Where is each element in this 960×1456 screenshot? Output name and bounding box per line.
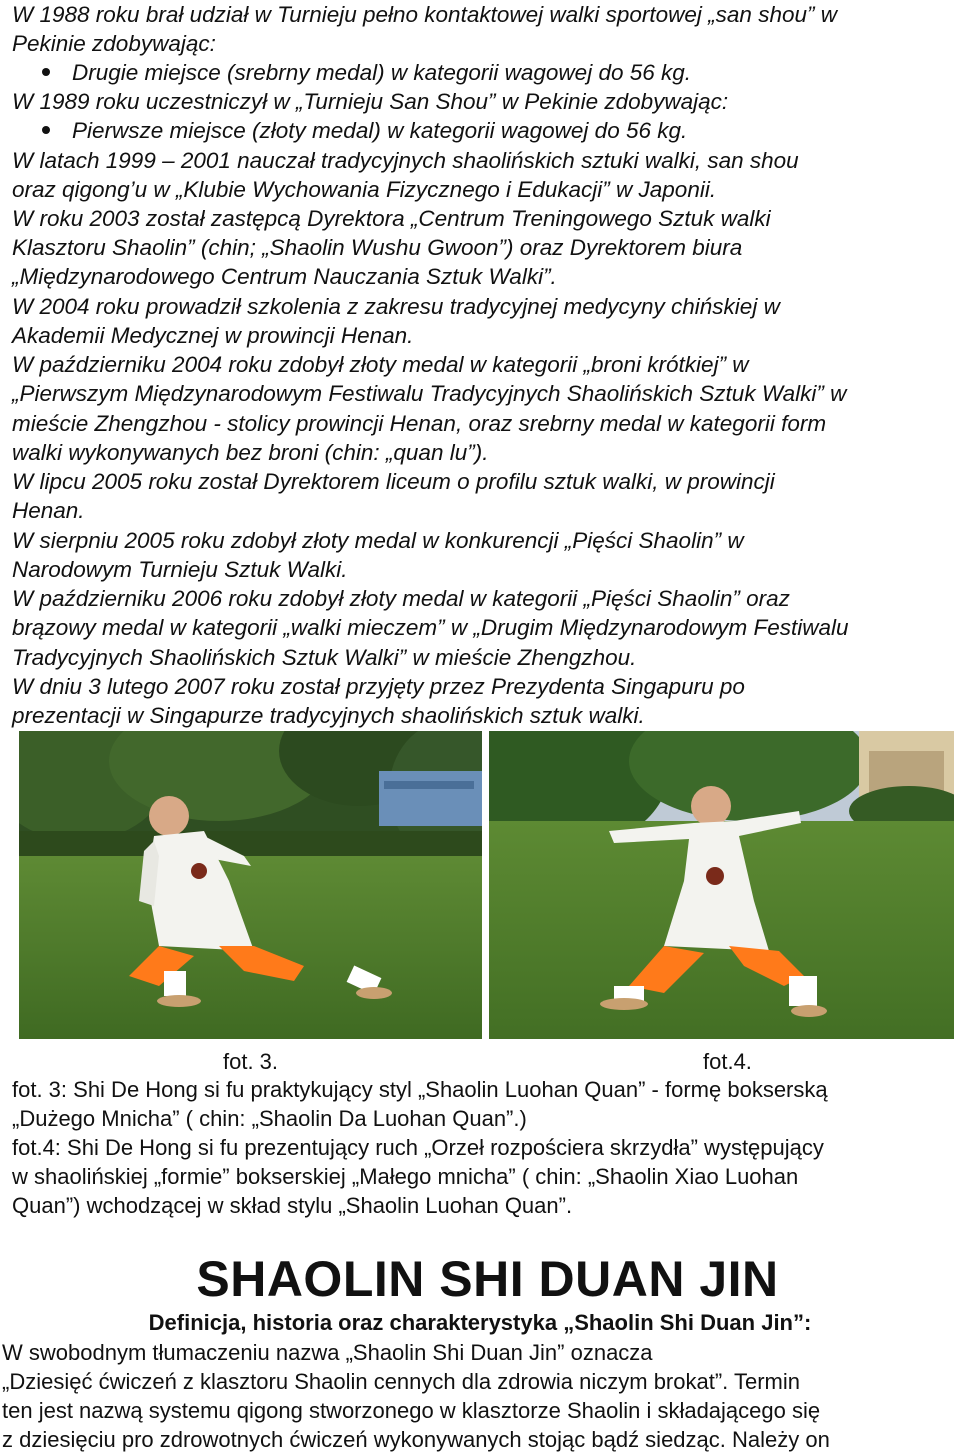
- text-line: oraz qigong’u w „Klubie Wychowania Fizycznego i Edukacji” w Japonii.: [12, 177, 717, 202]
- caption-line: fot.4: Shi De Hong si fu prezentujący ruch „Orzeł rozpościera skrzydła” występujący: [12, 1135, 824, 1160]
- text-line: W sierpniu 2005 roku zdobył złoty medal w konkurencji „Pięści Shaolin” w: [12, 528, 744, 553]
- text-line: mieście Zhengzhou - stolicy prowincji Henan, oraz srebrny medal w kategorii form: [12, 411, 827, 436]
- section-title: SHAOLIN SHI DUAN JIN: [196, 1251, 779, 1307]
- bullet-text: Drugie miejsce (srebrny medal) w kategorii wagowej do 56 kg.: [72, 60, 692, 85]
- body-line: z dziesięciu pro zdrowotnych ćwiczeń wykonywanych stojąc bądź siedząc. Należy on: [2, 1427, 830, 1452]
- body-line: ten jest nazwą systemu qigong stworzonego w klasztorze Shaolin i składającego się: [2, 1398, 821, 1423]
- text-line: W dniu 3 lutego 2007 roku został przyjęty przez Prezydenta Singapuru po: [12, 674, 745, 699]
- photo-fot4-image: [489, 731, 954, 1039]
- text-line: W 1988 roku brał udział w Turnieju pełno kontaktowej walki sportowej „san shou” w: [12, 2, 837, 27]
- caption-line: w shaolińskiej „formie” bokserskiej „Małego mnicha” ( chin: „Shaolin Xiao Luohan: [12, 1164, 799, 1189]
- text-line: W latach 1999 – 2001 nauczał tradycyjnych shaolińskich sztuki walki, san shou: [12, 148, 799, 173]
- bullet-item: [42, 116, 687, 145]
- text-line: walki wykonywanych bez broni (chin: „quan lu”).: [12, 440, 489, 465]
- text-line: Klasztoru Shaolin” (chin; „Shaolin Wushu Gwoon”) oraz Dyrektorem biura: [12, 235, 743, 260]
- photo-fot4: [489, 731, 954, 1039]
- body-line: W swobodnym tłumaczeniu nazwa „Shaolin Shi Duan Jin” oznacza: [2, 1340, 653, 1365]
- caption-line: fot. 3: Shi De Hong si fu praktykujący styl „Shaolin Luohan Quan” - formę bokserską: [12, 1077, 828, 1102]
- text-line: W październiku 2004 roku zdobył złoty medal w kategorii „broni krótkiej” w: [12, 352, 749, 377]
- section-subtitle: Definicja, historia oraz charakterystyka „Shaolin Shi Duan Jin”:: [148, 1310, 812, 1335]
- photo-label-fot4: fot.4.: [703, 1049, 752, 1074]
- text-line: Pekinie zdobywając:: [12, 31, 216, 56]
- bullet-icon: [42, 126, 50, 134]
- text-line: Tradycyjnych Shaolińskich Sztuk Walki” w mieście Zhengzhou.: [12, 645, 637, 670]
- text-line: W 2004 roku prowadził szkolenia z zakresu tradycyjnej medycyny chińskiej w: [12, 294, 780, 319]
- caption-line: Quan”) wchodzącej w skład stylu „Shaolin Luohan Quan”.: [12, 1193, 573, 1218]
- text-line: „Międzynarodowego Centrum Nauczania Sztuk Walki”.: [12, 264, 557, 289]
- bullet-icon: [42, 68, 50, 76]
- text-line: Henan.: [12, 498, 85, 523]
- body-line: „Dziesięć ćwiczeń z klasztoru Shaolin cennych dla zdrowia niczym brokat”. Termin: [2, 1369, 801, 1394]
- text-line: prezentacji w Singapurze tradycyjnych shaolińskich sztuk walki.: [12, 703, 645, 728]
- text-line: W lipcu 2005 roku został Dyrektorem liceum o profilu sztuk walki, w prowincji: [12, 469, 775, 494]
- photo-label-fot3: fot. 3.: [223, 1049, 279, 1074]
- text-line: W październiku 2006 roku zdobył złoty medal w kategorii „Pięści Shaolin” oraz: [12, 586, 790, 611]
- bullet-text: Pierwsze miejsce (złoty medal) w kategorii wagowej do 56 kg.: [72, 118, 688, 143]
- photo-fot3-image: [19, 731, 482, 1039]
- text-line: W roku 2003 został zastępcą Dyrektora „Centrum Treningowego Sztuk walki: [12, 206, 771, 231]
- photo-fot3: [19, 731, 482, 1039]
- caption-line: „Dużego Mnicha” ( chin: „Shaolin Da Luohan Quan”.): [12, 1106, 527, 1131]
- text-line: Narodowym Turnieju Sztuk Walki.: [12, 557, 348, 582]
- text-line: W 1989 roku uczestniczył w „Turnieju San Shou” w Pekinie zdobywając:: [12, 89, 729, 114]
- text-line: „Pierwszym Międzynarodowym Festiwalu Tradycyjnych Shaolińskich Sztuk Walki” w: [12, 381, 847, 406]
- text-line: brązowy medal w kategorii „walki mieczem” w „Drugim Międzynarodowym Festiwalu: [12, 615, 849, 640]
- bullet-item: [42, 58, 691, 87]
- text-line: Akademii Medycznej w prowincji Henan.: [12, 323, 414, 348]
